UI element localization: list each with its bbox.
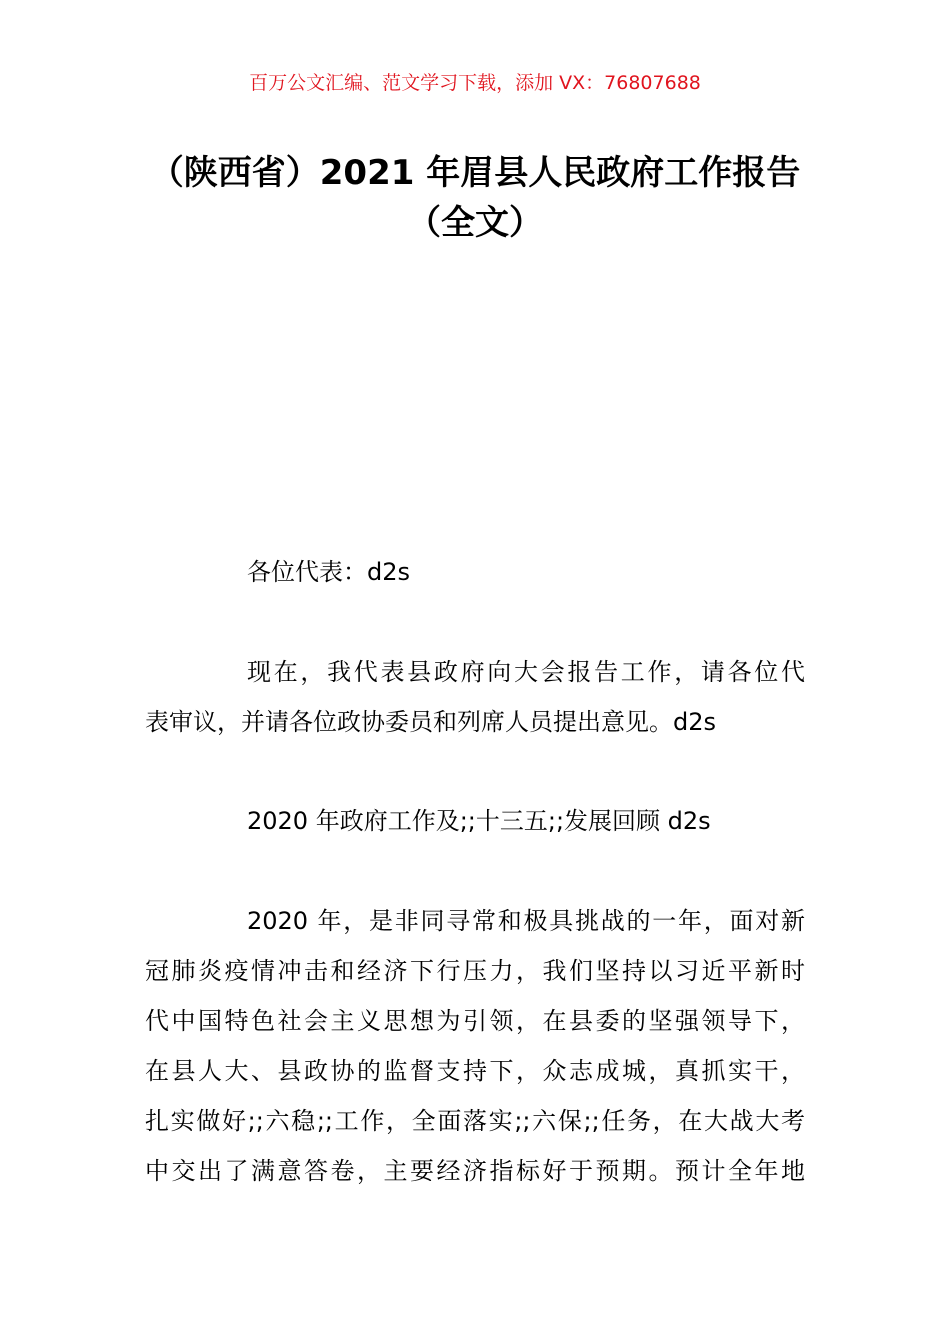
title-line-2: （全文）: [407, 203, 543, 243]
title-line-1: （陕西省）2021 年眉县人民政府工作报告: [149, 153, 801, 193]
paragraph-line: 在县人大、县政协的监督支持下，众志成城，真抓实干，: [145, 1057, 805, 1085]
paragraph-line: 现在，我代表县政府向大会报告工作，请各位代: [247, 658, 805, 686]
paragraph-line: 冠肺炎疫情冲击和经济下行压力，我们坚持以习近平新时: [145, 957, 805, 985]
document-title: [0, 148, 950, 248]
paragraph-line: 表审议，并请各位政协委员和列席人员提出意见。d2s: [145, 708, 717, 736]
section-heading: 2020 年政府工作及;;十三五;;发展回顾 d2s: [247, 807, 711, 835]
paragraph-line: 扎实做好;;六稳;;工作，全面落实;;六保;;任务，在大战大考: [145, 1107, 805, 1135]
paragraph-line: 2020 年，是非同寻常和极具挑战的一年，面对新: [247, 907, 805, 935]
watermark-header: 百万公文汇编、范文学习下载，添加 VX：76807688: [249, 72, 701, 94]
paragraph-line: 代中国特色社会主义思想为引领，在县委的坚强领导下，: [145, 1007, 805, 1035]
salutation: 各位代表：d2s: [247, 558, 411, 586]
paragraph-line: 中交出了满意答卷，主要经济指标好于预期。预计全年地: [145, 1157, 805, 1185]
